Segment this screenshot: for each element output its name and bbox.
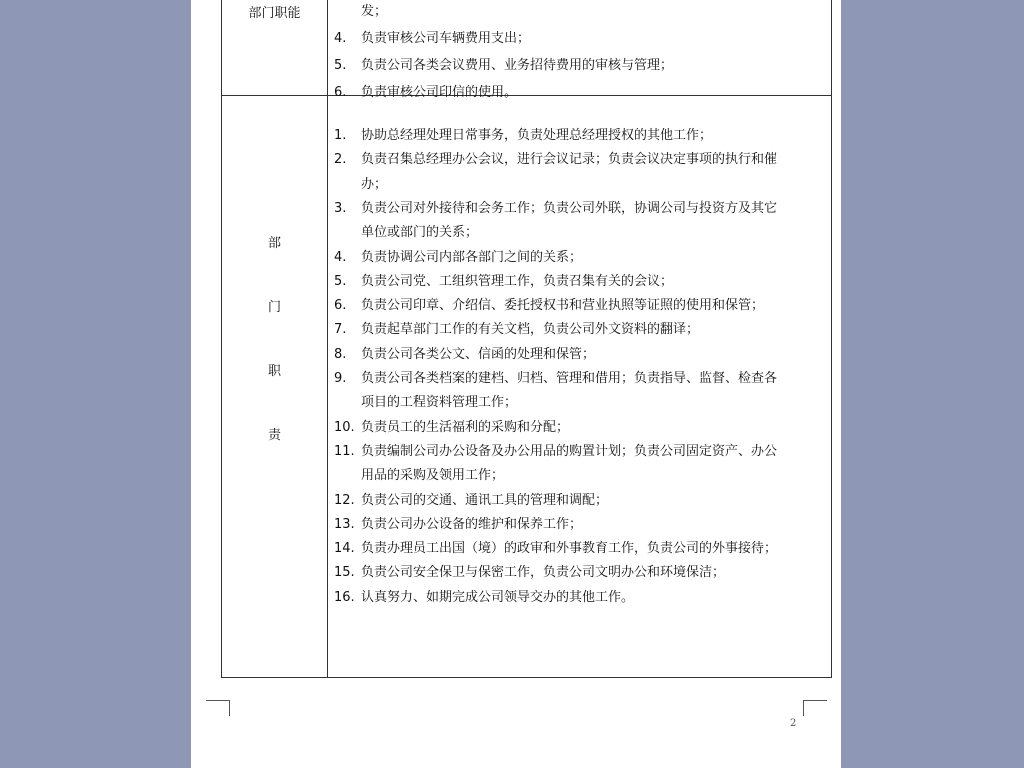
item-number: 1. xyxy=(334,128,347,143)
item-text: 负责公司的交通、通讯工具的管理和调配； xyxy=(361,492,609,508)
caption-char: 部 xyxy=(267,236,281,251)
item-number: 4. xyxy=(334,249,347,265)
item-number: 2. xyxy=(334,152,347,168)
page-number: 2 xyxy=(790,718,797,729)
item-number: 15. xyxy=(334,565,355,581)
item-number: 11. xyxy=(334,443,355,459)
item-text: 负责公司印章、介绍信、委托授权书和营业执照等证照的使用和保管； xyxy=(361,298,765,314)
item-number: 7. xyxy=(334,322,347,338)
crop-mark xyxy=(229,700,230,716)
document-page xyxy=(191,0,841,768)
item-text: 发； xyxy=(361,4,388,19)
item-number: 4. xyxy=(334,31,347,46)
item-text: 负责起草部门工作的有关文档，负责公司外文资料的翻译； xyxy=(361,322,700,338)
item-text: 负责召集总经理办公会议，进行会议记录；负责会议决定事项的执行和催 xyxy=(361,152,778,168)
item-number: 6. xyxy=(334,85,347,100)
item-number: 9. xyxy=(334,371,347,386)
item-number: 13. xyxy=(334,516,355,532)
item-text: 协助总经理处理日常事务，负责处理总经理授权的其他工作； xyxy=(361,128,713,143)
crop-mark xyxy=(803,700,827,701)
item-text: 负责审核公司车辆费用支出； xyxy=(361,31,531,46)
item-text: 负责审核公司印信的使用。 xyxy=(361,85,518,100)
item-text: 负责员工的生活福利的采购和分配； xyxy=(361,419,570,435)
item-text: 负责公司对外接待和会务工作；负责公司外联，协调公司与投资方及其它 xyxy=(361,200,778,216)
item-text: 负责公司各类公文、信函的处理和保管； xyxy=(361,346,596,362)
crop-mark xyxy=(206,700,230,701)
caption-char: 门 xyxy=(267,300,281,315)
item-text: 负责公司办公设备的维护和保养工作； xyxy=(361,516,583,532)
caption-char: 职 xyxy=(267,364,281,379)
item-number: 8. xyxy=(334,346,347,362)
item-number: 5. xyxy=(334,273,347,289)
section-caption-functions: 部门职能 xyxy=(248,6,301,21)
item-text: 负责编制公司办公设备及办公用品的购置计划；负责公司固定资产、办公 xyxy=(361,443,778,459)
caption-char: 责 xyxy=(267,428,281,443)
item-text: 负责办理员工出国（境）的政审和外事教育工作，负责公司的外事接待； xyxy=(361,541,778,557)
item-number: 12. xyxy=(334,492,355,508)
item-text: 单位或部门的关系； xyxy=(361,225,479,241)
column-divider xyxy=(327,0,328,677)
duty-table xyxy=(221,0,832,678)
item-number: 14. xyxy=(334,541,355,557)
row-divider xyxy=(222,95,832,96)
item-number: 5. xyxy=(334,58,347,73)
item-text: 项目的工程资料管理工作； xyxy=(361,395,518,411)
item-text: 认真努力、如期完成公司领导交办的其他工作。 xyxy=(361,589,635,605)
item-text: 负责协调公司内部各部门之间的关系； xyxy=(361,249,583,265)
item-number: 3. xyxy=(334,200,347,216)
item-text: 办； xyxy=(361,176,388,192)
item-text: 负责公司各类会议费用、业务招待费用的审核与管理； xyxy=(361,58,674,73)
crop-mark xyxy=(803,700,804,716)
item-number: 10. xyxy=(334,419,355,435)
item-text: 负责公司党、工组织管理工作，负责召集有关的会议； xyxy=(361,273,674,289)
item-number: 6. xyxy=(334,298,347,314)
item-number: 16. xyxy=(334,589,355,605)
item-text: 负责公司安全保卫与保密工作，负责公司文明办公和环境保洁； xyxy=(361,565,726,581)
item-text: 用品的采购及领用工作； xyxy=(361,468,505,484)
item-text: 负责公司各类档案的建档、归档、管理和借用；负责指导、监督、检查各 xyxy=(361,371,778,386)
